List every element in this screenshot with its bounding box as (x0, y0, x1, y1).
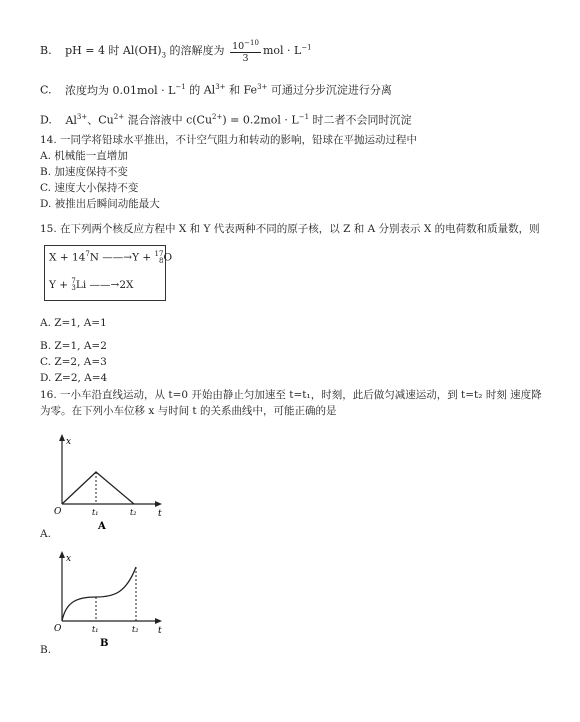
graph-b (48, 545, 178, 655)
question-14-stem: 14. 一同学将铅球水平推出，不计空气阻力和转动的影响，铅球在平抛运动过程中 (40, 134, 418, 146)
equation-text: Y + (49, 279, 72, 291)
curve-a (62, 472, 134, 504)
graph-a-option-label: A. (40, 528, 51, 540)
t1-label: t₁ (92, 625, 99, 634)
fraction (230, 38, 261, 64)
q15-option-c: C. Z=2, A=3 (40, 356, 107, 368)
option-text: 和 Fe (225, 83, 258, 97)
option-text: 的溶解度为 (166, 44, 225, 58)
exponent: −10 (244, 39, 259, 47)
y-axis-arrow (59, 434, 65, 441)
graph-caption: A (98, 521, 106, 532)
x-axis-arrow (155, 618, 162, 624)
graph-b-option-label: B. (40, 644, 52, 656)
mass-number: 7 (85, 250, 90, 258)
q14-option-c: C. 速度大小保持不变 (40, 182, 139, 194)
denominator: 3 (242, 53, 249, 65)
x-axis-label: t (158, 626, 162, 636)
t2-label: t₂ (132, 625, 139, 634)
charge-number: 8 (158, 256, 164, 265)
curve-b (62, 567, 136, 621)
x-axis-label: t (158, 509, 162, 519)
option-label: B. (40, 44, 52, 58)
option-label: D. (40, 113, 52, 127)
option-text: 混合溶液中 c(Cu (124, 113, 213, 127)
option-text: 可通过分步沉淀进行分离 (267, 83, 392, 97)
equation-text: N ——→Y + (89, 251, 155, 264)
origin-label: O (54, 507, 62, 517)
q14-option-d: D. 被推出后瞬间动能最大 (40, 198, 160, 210)
option-c-separation (40, 80, 392, 98)
y-axis-label: x (66, 437, 72, 447)
option-text: pH = 4 时 Al(OH) (65, 44, 162, 58)
t1-label: t₁ (92, 508, 99, 517)
option-text: 时二者不会同时沉淀 (309, 113, 412, 127)
equation-text: X + 14 (49, 251, 86, 264)
x-axis-arrow (155, 501, 162, 507)
q14-option-b: B. 加速度保持不变 (40, 166, 128, 178)
option-text: Al (65, 113, 77, 127)
unit: mol · L (262, 44, 302, 58)
equation-text: O (163, 251, 173, 264)
option-b-solubility (40, 38, 312, 64)
q14-option-a: A. 机械能一直增加 (40, 150, 128, 162)
equation-text: Li ——→2X (75, 279, 134, 291)
exponent: 2+ (212, 113, 223, 121)
q15-option-b: B. Z=1, A=2 (40, 340, 107, 352)
graph-caption: B (100, 638, 109, 649)
origin-label: O (54, 624, 62, 634)
y-axis-label: x (66, 554, 72, 564)
mass-number: 7 (71, 277, 76, 285)
q15-option-a: A. Z=1, A=1 (40, 317, 107, 329)
mass-number: 17 (154, 249, 164, 258)
exponent: −1 (301, 43, 312, 52)
option-text: 、Cu (87, 113, 114, 127)
exponent: −1 (298, 113, 310, 121)
reaction-equation-1 (49, 250, 172, 265)
question-16-stem-line2: 为零。在下列小车位移 x 与时间 t 的关系曲线中，可能正确的是 (40, 405, 337, 417)
option-text: 的 Al (185, 83, 216, 97)
subscript: 3 (161, 51, 167, 60)
exponent: 3+ (215, 83, 226, 91)
question-16-stem-line1: 16. 一小车沿直线运动，从 t=0 开始由静止匀加速至 t=t₁，时刻，此后做匀减速运动，到 t=t₂ 时刻 速度降 (40, 389, 542, 401)
q15-option-d: D. Z=2, A=4 (40, 372, 108, 384)
option-text: ) = 0.2mol · L (222, 113, 299, 127)
reaction-equation-2 (49, 278, 134, 292)
exponent: 3+ (76, 113, 88, 121)
graph-a (48, 430, 178, 540)
y-axis-arrow (59, 551, 65, 558)
charge-number: 3 (71, 284, 76, 292)
numerator: 10 (232, 41, 245, 53)
exponent: 3+ (257, 83, 268, 91)
t2-label: t₂ (130, 508, 137, 517)
question-15-stem: 15. 在下列两个核反应方程中 X 和 Y 代表两种不同的原子核，以 Z 和 A 分别表示 X 的电荷数和质量数，则 (40, 223, 540, 235)
option-d-mixed-solution (40, 110, 412, 128)
exponent: −1 (175, 83, 186, 91)
exponent: 2+ (113, 113, 125, 121)
nuclear-reaction-box (44, 245, 173, 301)
option-label: C. (40, 83, 52, 97)
option-text: 浓度均为 0.01mol · L (65, 83, 176, 97)
